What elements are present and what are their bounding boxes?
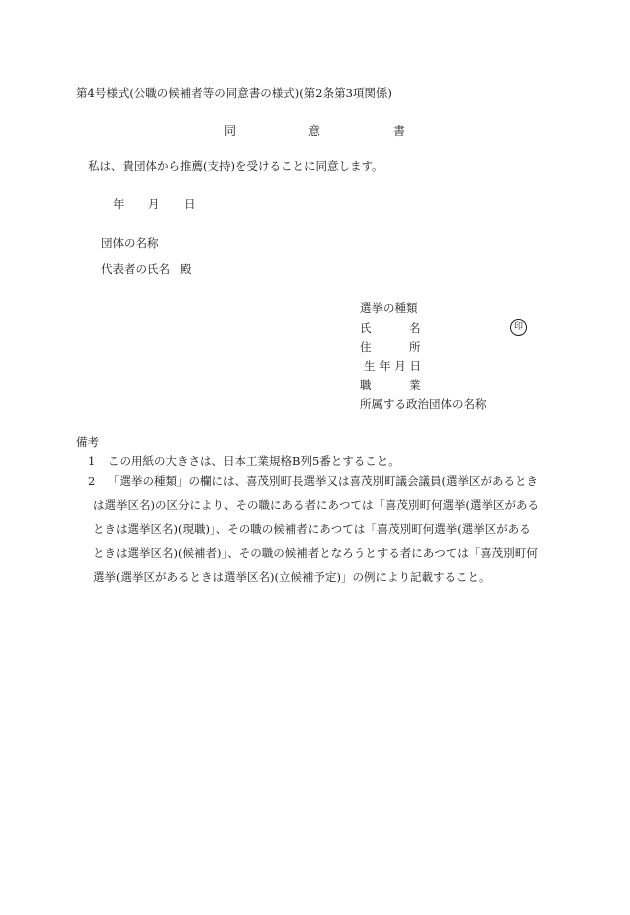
form-heading: 第4号様式(公職の候補者等の同意書の様式)(第2条第3項関係) [76,86,392,100]
organization-name-label: 団体の名称 [101,236,159,250]
occupation-label-second: 業 [409,378,421,392]
election-type-label: 選挙の種類 [360,301,418,315]
occupation-label-first: 職 [360,378,372,392]
document-title-char-2: 意 [308,124,321,138]
date-month-label: 月 [148,197,160,211]
note-2-line-5: 選挙(選挙区があるときは選挙区名)(立候補予定)」の例により記載すること。 [93,570,491,584]
note-2-line-2: は選挙区名)の区分により、その職にある者にあつては「喜茂別町何選挙(選挙区がある [93,498,539,512]
note-2-line-3: ときは選挙区名)(現職)」、その職の候補者にあつては「喜茂別町何選挙(選挙区がある [93,522,531,536]
date-year-label: 年 [113,197,125,211]
notes-title: 備考 [76,435,99,449]
document-title-char-3: 書 [393,124,406,138]
birth-date-label: 生 年 月 日 [364,359,421,373]
political-party-label: 所属する政治団体の名称 [360,397,487,411]
address-label-second: 所 [409,340,421,354]
honorific-suffix: 殿 [180,262,192,276]
date-day-label: 日 [184,197,196,211]
seal-mark-icon: 印 [510,319,527,336]
note-1-text: この用紙の大きさは、日本工業規格B列5番とすること。 [108,454,400,468]
name-label-first: 氏 [360,321,372,335]
note-2-number: 2 [88,474,96,488]
document-title-char-1: 同 [224,124,237,138]
note-2-line-4: ときは選挙区名)(候補者)」、その職の候補者となろうとする者にあつては「喜茂別町何 [93,546,538,560]
note-2-line-1: 「選挙の種類」の欄には、喜茂別町長選挙又は喜茂別町議会議員(選挙区があるとき [108,474,538,488]
consent-statement: 私は、貴団体から推薦(支持)を受けることに同意します。 [88,159,384,173]
address-label-first: 住 [360,340,372,354]
name-label-second: 名 [409,321,421,335]
representative-name-label: 代表者の氏名 [101,262,170,276]
note-1-number: 1 [88,454,96,468]
